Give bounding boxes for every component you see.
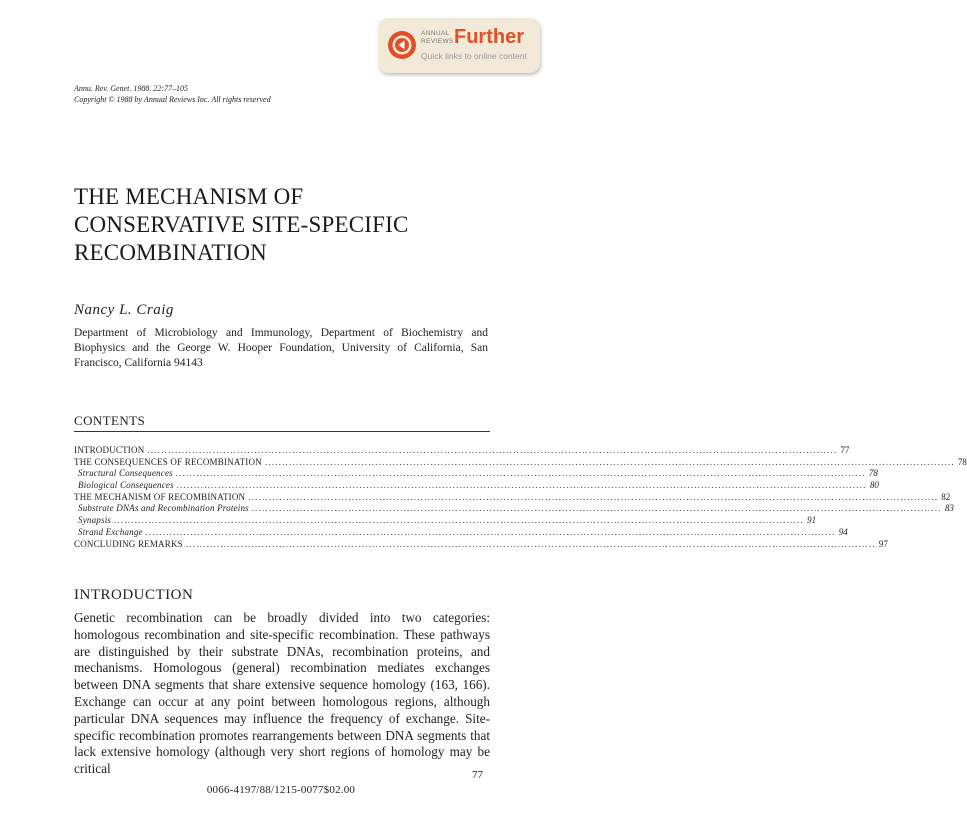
toc-entry-title: Synapsis <box>78 515 112 526</box>
toc-entry-page: 80 <box>869 480 879 491</box>
table-of-contents <box>74 445 967 550</box>
copyright-line: Copyright © 1988 by Annual Reviews Inc. All rights reserved <box>74 95 271 104</box>
toc-leader-dots: ........................................................................................................................................................................................................ <box>114 515 805 526</box>
article-title <box>74 183 409 267</box>
author-name: Nancy L. Craig <box>74 302 174 318</box>
toc-entry-page: 83 <box>944 503 954 514</box>
contents-heading: CONTENTS <box>74 413 146 428</box>
journal-citation <box>74 83 271 105</box>
author-affiliation: Department of Microbiology and Immunology, Department of Biochemistry and Biophysics and the George W. Hooper Foundation, University of California, San Francisco, California 94143 <box>74 327 488 369</box>
toc-entry-biological-consequences[interactable] <box>74 480 879 492</box>
toc-entry-title: THE MECHANISM OF RECOMBINATION <box>74 491 246 502</box>
toc-leader-dots: ........................................................................................................................................................................................................ <box>176 480 867 491</box>
toc-entry-title: THE CONSEQUENCES OF RECOMBINATION <box>74 456 262 467</box>
toc-entry-introduction[interactable] <box>74 445 850 457</box>
toc-leader-dots: ........................................................................................................................................................................................................ <box>147 445 838 455</box>
toc-entry-page: 94 <box>838 526 848 537</box>
toc-entry-page: 78 <box>957 456 967 467</box>
toc-leader-dots: ........................................................................................................................................................................................................ <box>145 526 836 537</box>
toc-entry-concluding-remarks[interactable] <box>74 538 888 551</box>
badge-further-label: Further <box>454 26 524 48</box>
toc-entry-title: Structural Consequences <box>78 468 173 479</box>
toc-entry-title: Biological Consequences <box>78 480 174 491</box>
contents-divider <box>74 431 490 432</box>
toc-entry-strand-exchange[interactable] <box>74 526 848 539</box>
page-number: 77 <box>472 769 483 781</box>
badge-subtitle: Quick links to online content <box>421 51 527 61</box>
toc-entry-page: 91 <box>807 515 817 526</box>
title-line-1: THE MECHANISM OF <box>74 184 304 209</box>
toc-entry-page: 77 <box>840 445 850 455</box>
citation-line: Annu. Rev. Genet. 1988. 22:77–105 <box>74 84 189 93</box>
toc-entry-substrate-dnas[interactable] <box>74 503 954 515</box>
toc-entry-structural-consequences[interactable] <box>74 468 878 480</box>
toc-leader-dots: ........................................................................................................................................................................................................ <box>248 491 939 502</box>
toc-leader-dots: ........................................................................................................................................................................................................ <box>264 456 955 467</box>
toc-entry-page: 97 <box>878 538 888 549</box>
back-arrow-circle-icon <box>387 30 417 60</box>
introduction-heading: INTRODUCTION <box>74 587 194 603</box>
toc-entry-title: Strand Exchange <box>78 526 143 537</box>
toc-entry-title: Substrate DNAs and Recombination Proteins <box>78 503 249 514</box>
toc-entry-page: 82 <box>941 491 951 502</box>
toc-entry-title: INTRODUCTION <box>74 445 145 455</box>
title-line-3: RECOMBINATION <box>74 240 267 265</box>
title-line-2: CONSERVATIVE SITE-SPECIFIC <box>74 212 409 237</box>
toc-entry-page: 78 <box>868 468 878 479</box>
introduction-paragraph: Genetic recombination can be broadly divided into two categories: homologous recombination and site-specific recombination. These pathways are distinguished by their substrate DNAs, recombination proteins, and mechanisms. Homologous (general) recombination mediates exchanges between DNA segments that share extensive sequence homology (163, 166). Exchange can occur at any point between homologous regions, although particular DNA sequences may influence the frequency of exchange. Site-specific recombination promotes rearrangements between DNA segments that lack extensive homology (although very short regions of homology may be critical <box>74 610 490 777</box>
toc-entry-title: CONCLUDING REMARKS <box>74 538 183 549</box>
article-code: 0066-4197/88/1215-0077$02.00 <box>206 784 356 796</box>
toc-entry-consequences[interactable] <box>74 456 967 469</box>
toc-leader-dots: ........................................................................................................................................................................................................ <box>175 468 866 479</box>
badge-annual-label: ANNUAL <box>421 30 450 37</box>
toc-entry-synapsis[interactable] <box>74 515 817 527</box>
toc-entry-mechanism[interactable] <box>74 491 951 504</box>
annual-reviews-further-badge[interactable] <box>378 18 540 73</box>
toc-leader-dots: ........................................................................................................................................................................................................ <box>251 503 942 514</box>
badge-reviews-label: REVIEWS <box>421 38 454 45</box>
toc-leader-dots: ........................................................................................................................................................................................................ <box>185 538 876 549</box>
